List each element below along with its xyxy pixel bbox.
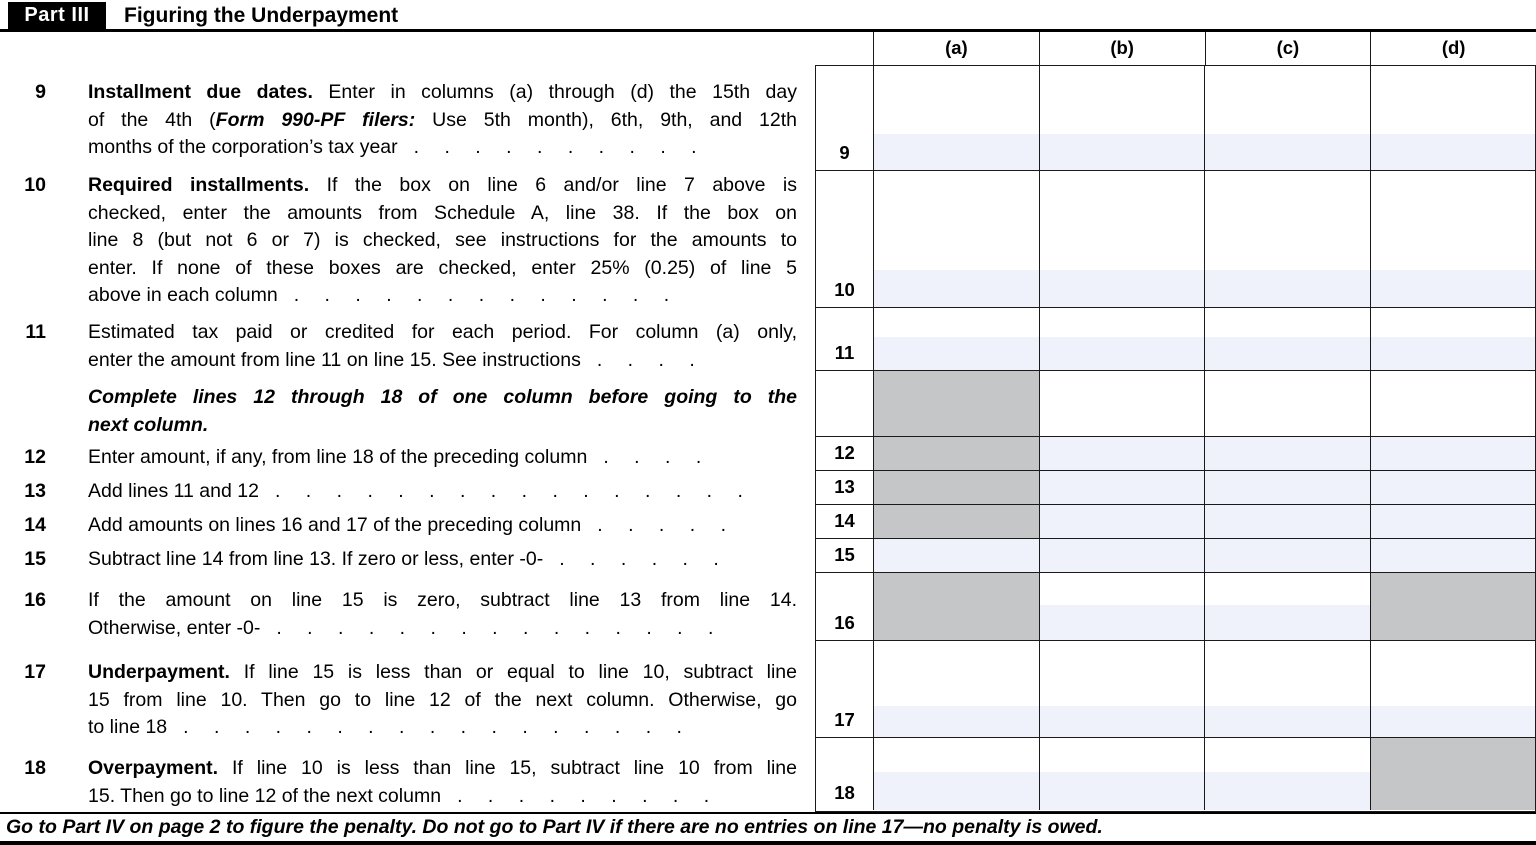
input-cell-13b[interactable] bbox=[1039, 471, 1205, 504]
grid-row-18-number: 18 bbox=[834, 782, 855, 803]
line-item-15 bbox=[14, 546, 798, 574]
input-cell-12d[interactable] bbox=[1370, 437, 1536, 470]
line-15-number: 15 bbox=[24, 548, 46, 570]
line-12-text: Enter amount, if any, from line 18 of the preceding column . . . . bbox=[88, 446, 702, 468]
grid-row-18 bbox=[816, 737, 1535, 810]
input-cell-17d[interactable] bbox=[1370, 641, 1536, 737]
line-item-17 bbox=[14, 659, 798, 742]
line-item-11 bbox=[14, 319, 798, 374]
dot-leader: . . . . . . . . . . . . . bbox=[293, 284, 670, 306]
line-17-number: 17 bbox=[24, 661, 46, 683]
dot-leader: . . . . . . . . . bbox=[457, 784, 710, 807]
grid-row-11-number: 11 bbox=[834, 342, 855, 363]
dot-leader: . . . . . . . . . . bbox=[413, 136, 697, 158]
line-item-10 bbox=[14, 172, 798, 310]
input-cell-18c[interactable] bbox=[1204, 738, 1370, 810]
grid-row-13-number: 13 bbox=[834, 475, 855, 497]
entry-grid bbox=[815, 65, 1536, 812]
input-cell-10a[interactable] bbox=[873, 171, 1039, 307]
input-cell-11c[interactable] bbox=[1204, 308, 1370, 370]
input-cell-18a[interactable] bbox=[873, 738, 1039, 810]
part-label-badge: Part III bbox=[8, 2, 106, 29]
input-cell-10d[interactable] bbox=[1370, 171, 1536, 307]
line-item-9 bbox=[14, 79, 798, 162]
shaded-cell-16d bbox=[1370, 573, 1536, 640]
grid-row-16 bbox=[816, 572, 1535, 640]
input-cell-15b[interactable] bbox=[1039, 539, 1205, 572]
line-16-number: 16 bbox=[24, 589, 46, 611]
line-17-text-2: 15 from line 10. Then go to line 12 of the next column. Otherwise, go bbox=[88, 688, 797, 711]
input-cell-14b[interactable] bbox=[1039, 505, 1205, 538]
dot-leader: . . . . . . . . . . . . . . . bbox=[276, 616, 714, 639]
line-10-text-3: line 8 (but not 6 or 7) is checked, see instructions for the amounts to bbox=[88, 229, 797, 251]
line-18-text-2: 15. Then go to line 12 of the next column . . . . . . . . . bbox=[88, 784, 710, 807]
line-11-text-1: Estimated tax paid or credited for each period. For column (a) only, bbox=[88, 321, 797, 343]
input-cell-15a[interactable] bbox=[873, 539, 1039, 572]
input-cell-11b[interactable] bbox=[1039, 308, 1205, 370]
input-cell-10b[interactable] bbox=[1039, 171, 1205, 307]
grid-row-17-number: 17 bbox=[834, 709, 855, 730]
input-cell-12b[interactable] bbox=[1039, 437, 1205, 470]
column-header-d: (d) bbox=[1441, 37, 1466, 58]
input-cell-13d[interactable] bbox=[1370, 471, 1536, 504]
line-item-18 bbox=[14, 755, 798, 810]
line-13-text: Add lines 11 and 12 . . . . . . . . . . . . . . . . bbox=[88, 480, 743, 502]
grid-row-11 bbox=[816, 307, 1535, 370]
line-18-number: 18 bbox=[24, 757, 46, 779]
input-cell-9d[interactable] bbox=[1370, 66, 1536, 170]
grid-row-12-number: 12 bbox=[834, 441, 855, 463]
input-cell-16b[interactable] bbox=[1039, 573, 1205, 640]
blank-cell-note-c bbox=[1204, 371, 1370, 436]
grid-row-10 bbox=[816, 170, 1535, 307]
line-14-text: Add amounts on lines 16 and 17 of the preceding column . . . . . bbox=[88, 514, 727, 536]
dot-leader: . . . . bbox=[596, 348, 695, 371]
line-10-number: 10 bbox=[24, 174, 46, 196]
column-header-b: (b) bbox=[1040, 32, 1206, 65]
shaded-cell-12a bbox=[873, 437, 1039, 470]
note-text-1: Complete lines 12 through 18 of one column before going to the bbox=[88, 386, 797, 408]
grid-row-9-number: 9 bbox=[839, 142, 850, 163]
line-12-number: 12 bbox=[24, 446, 46, 468]
line-11-number: 11 bbox=[25, 321, 46, 343]
grid-row-note-number bbox=[816, 371, 873, 436]
grid-row-note bbox=[816, 370, 1535, 436]
grid-row-17 bbox=[816, 640, 1535, 737]
input-cell-17c[interactable] bbox=[1204, 641, 1370, 737]
line-18-text-1: Overpayment. If line 10 is less than line 15, subtract line 10 from line bbox=[88, 757, 797, 779]
line-item-16 bbox=[14, 587, 798, 642]
grid-row-9 bbox=[816, 66, 1535, 170]
grid-row-14 bbox=[816, 504, 1535, 538]
line-9-text-2: of the 4th (Form 990-PF filers: Use 5th month), 6th, 9th, and 12th bbox=[88, 108, 797, 131]
line-14-number: 14 bbox=[24, 514, 46, 536]
line-16-text-1: If the amount on line 15 is zero, subtract line 13 from line 14. bbox=[88, 589, 797, 611]
input-cell-14d[interactable] bbox=[1370, 505, 1536, 538]
line-17-text-1: Underpayment. If line 15 is less than or equal to line 10, subtract line bbox=[88, 661, 797, 683]
input-cell-9a[interactable] bbox=[873, 66, 1039, 170]
dot-leader: . . . . . . . . . . . . . . . . bbox=[274, 480, 743, 502]
shaded-cell-16a bbox=[873, 573, 1039, 640]
line-10-text-5: above in each column . . . . . . . . . . . . . bbox=[88, 284, 670, 306]
shaded-cell-18d bbox=[1370, 738, 1536, 810]
go-to-part-iv-note: Go to Part IV on page 2 to figure the penalty. Do not go to Part IV if there are no entries on line 17—no penalty is owed. bbox=[0, 812, 1536, 845]
input-cell-16c[interactable] bbox=[1204, 573, 1370, 640]
column-header-c: (c) bbox=[1206, 32, 1372, 65]
input-cell-11a[interactable] bbox=[873, 308, 1039, 370]
dot-leader: . . . . . bbox=[597, 514, 727, 536]
line-9-text-3: months of the corporation’s tax year . . . . . . . . . . bbox=[88, 136, 697, 158]
grid-row-13 bbox=[816, 470, 1535, 504]
input-cell-15c[interactable] bbox=[1204, 539, 1370, 572]
dot-leader: . . . . . . bbox=[559, 548, 719, 570]
line-9-number: 9 bbox=[35, 81, 46, 103]
instruction-note bbox=[14, 384, 798, 439]
column-header-a: (a) bbox=[874, 32, 1040, 65]
grid-row-16-number: 16 bbox=[834, 612, 855, 633]
line-item-14 bbox=[14, 512, 798, 540]
input-cell-11d[interactable] bbox=[1370, 308, 1536, 370]
input-cell-13c[interactable] bbox=[1204, 471, 1370, 504]
note-text-2: next column. bbox=[88, 413, 209, 436]
shaded-cell-note-a bbox=[873, 371, 1039, 436]
line-10-text-2: checked, enter the amounts from Schedule A, line 38. If the box on bbox=[88, 201, 797, 224]
line-10-text-1: Required installments. If the box on line 6 and/or line 7 above is bbox=[88, 174, 797, 196]
dot-leader: . . . . bbox=[603, 446, 702, 468]
blank-cell-note-d bbox=[1370, 371, 1536, 436]
column-header-row bbox=[873, 32, 1536, 65]
line-10-text-4: enter. If none of these boxes are checked, enter 25% (0.25) of line 5 bbox=[88, 256, 797, 279]
shaded-cell-13a bbox=[873, 471, 1039, 504]
input-cell-9b[interactable] bbox=[1039, 66, 1205, 170]
line-16-text-2: Otherwise, enter -0- . . . . . . . . . . . . . . . bbox=[88, 616, 714, 639]
line-item-12 bbox=[14, 444, 798, 472]
line-15-text: Subtract line 14 from line 13. If zero or less, enter -0- . . . . . . bbox=[88, 548, 719, 570]
line-11-text-2: enter the amount from line 11 on line 15. See instructions . . . . bbox=[88, 348, 695, 371]
input-cell-12c[interactable] bbox=[1204, 437, 1370, 470]
input-cell-18b[interactable] bbox=[1039, 738, 1205, 810]
line-17-text-3: to line 18 . . . . . . . . . . . . . . . . . bbox=[88, 716, 682, 738]
grid-row-15-number: 15 bbox=[834, 543, 855, 565]
line-13-number: 13 bbox=[24, 480, 46, 502]
input-cell-10c[interactable] bbox=[1204, 171, 1370, 307]
input-cell-15d[interactable] bbox=[1370, 539, 1536, 572]
input-cell-17a[interactable] bbox=[873, 641, 1039, 737]
input-cell-9c[interactable] bbox=[1204, 66, 1370, 170]
grid-row-10-number: 10 bbox=[834, 279, 855, 300]
section-title: Figuring the Underpayment bbox=[124, 4, 399, 27]
grid-row-12 bbox=[816, 436, 1535, 470]
dot-leader: . . . . . . . . . . . . . . . . . bbox=[183, 716, 682, 738]
shaded-cell-14a bbox=[873, 505, 1039, 538]
grid-row-14-number: 14 bbox=[834, 509, 855, 531]
input-cell-14c[interactable] bbox=[1204, 505, 1370, 538]
input-cell-17b[interactable] bbox=[1039, 641, 1205, 737]
line-item-13 bbox=[14, 478, 798, 506]
blank-cell-note-b bbox=[1039, 371, 1205, 436]
line-9-text-1: Installment due dates. Enter in columns (a) through (d) the 15th day bbox=[88, 81, 797, 103]
grid-row-15 bbox=[816, 538, 1535, 572]
